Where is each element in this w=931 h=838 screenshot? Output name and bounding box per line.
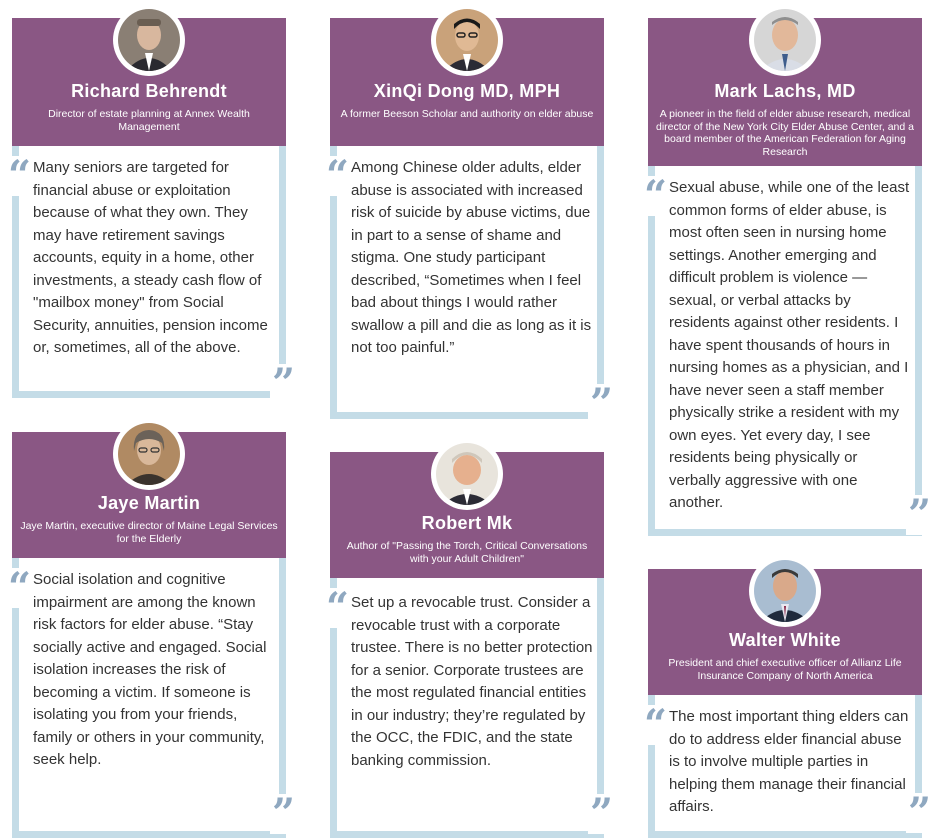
close-quote-icon: ” (906, 793, 931, 833)
avatar (113, 4, 185, 76)
avatar (113, 418, 185, 490)
person-title: Author of "Passing the Torch, Critical Conversations with your Adult Children" (346, 540, 588, 565)
person-title: Jaye Martin, executive director of Maine Legal Services for the Elderly (20, 520, 278, 545)
testimonial-card (326, 452, 614, 838)
open-quote-icon: “ (644, 172, 668, 219)
quote-text: The most important thing elders can do to address elder financial abuse is to involve multiple parties in helping them manage their financial affairs. (669, 706, 913, 819)
avatar (749, 4, 821, 76)
quote-text: Social isolation and cognitive impairment are among the known risk factors for elder abuse. “Stay socially active and engaged. Social isolation increases the risk of becoming a victim. If someone is isolating you from your friends, family or others in your community, seek help. (33, 569, 277, 772)
testimonial-card (8, 432, 296, 838)
person-name: Jaye Martin (97, 493, 201, 513)
avatar (749, 555, 821, 627)
person-name: Richard Behrendt (71, 81, 227, 101)
testimonial-card (644, 569, 931, 838)
person-title: President and chief executive officer of Allianz Life Insurance Company of North America (668, 657, 902, 682)
testimonial-card (8, 18, 296, 407)
close-quote-icon: ” (906, 495, 931, 535)
quote-text: Many seniors are targeted for financial abuse or exploitation because of what they own. They may have retirement savings accounts, equity in a home, other investments, a steady cash flow of "mailbox money" from Social Security, annuities, pension income or, sometimes, all of the above. (33, 157, 277, 360)
person-title: A former Beeson Scholar and authority on elder abuse (340, 108, 594, 120)
quote-text: Sexual abuse, while one of the least common forms of elder abuse, is most often seen in nursing home settings. Another emerging and difficult problem is violence — sexual, or verbal attacks by residents against other residents. I have spent thousands of hours in nursing homes as a physician, and I have never seen a staff member physically strike a resident with my own eyes. Yet every day, I see residents being physically or verbally aggressive with one another. (669, 177, 913, 515)
person-title: Director of estate planning at Annex Wealth Management (48, 108, 250, 133)
person-name: Robert Mk (421, 513, 513, 533)
open-quote-icon: “ (8, 564, 32, 611)
testimonial-card (644, 18, 931, 538)
testimonial-card (326, 18, 614, 427)
quote-text: Set up a revocable trust. Consider a revocable trust with a corporate trustee. There is no better protection for a senior. Corporate trustees are the most regulated financial entities in our industry; they’re regulated by the OCC, the FDIC, and the state banking commission. (351, 592, 595, 772)
quote-text: Among Chinese older adults, elder abuse is associated with increased risk of suicide by abuse victims, due in part to a sense of shame and stigma. One study participant described, “Sometimes when I feel bad about things I would rather swallow a pill and die as long as it is not too painful.” (351, 157, 595, 360)
person-name: Mark Lachs, MD (714, 81, 856, 101)
open-quote-icon: “ (326, 584, 350, 631)
open-quote-icon: “ (326, 152, 350, 199)
open-quote-icon: “ (644, 701, 668, 748)
close-quote-icon: ” (590, 380, 614, 427)
close-quote-icon: ” (272, 790, 296, 837)
person-name: XinQi Dong MD, MPH (373, 81, 561, 101)
close-quote-icon: ” (590, 790, 614, 837)
avatar (431, 4, 503, 76)
person-title: A pioneer in the field of elder abuse research, medical director of the New York City Elder Abuse Center, and a board member of the American Federation for Aging Research (656, 108, 914, 158)
open-quote-icon: “ (8, 152, 32, 199)
avatar (431, 438, 503, 510)
close-quote-icon: ” (272, 360, 296, 407)
person-name: Walter White (729, 630, 841, 650)
